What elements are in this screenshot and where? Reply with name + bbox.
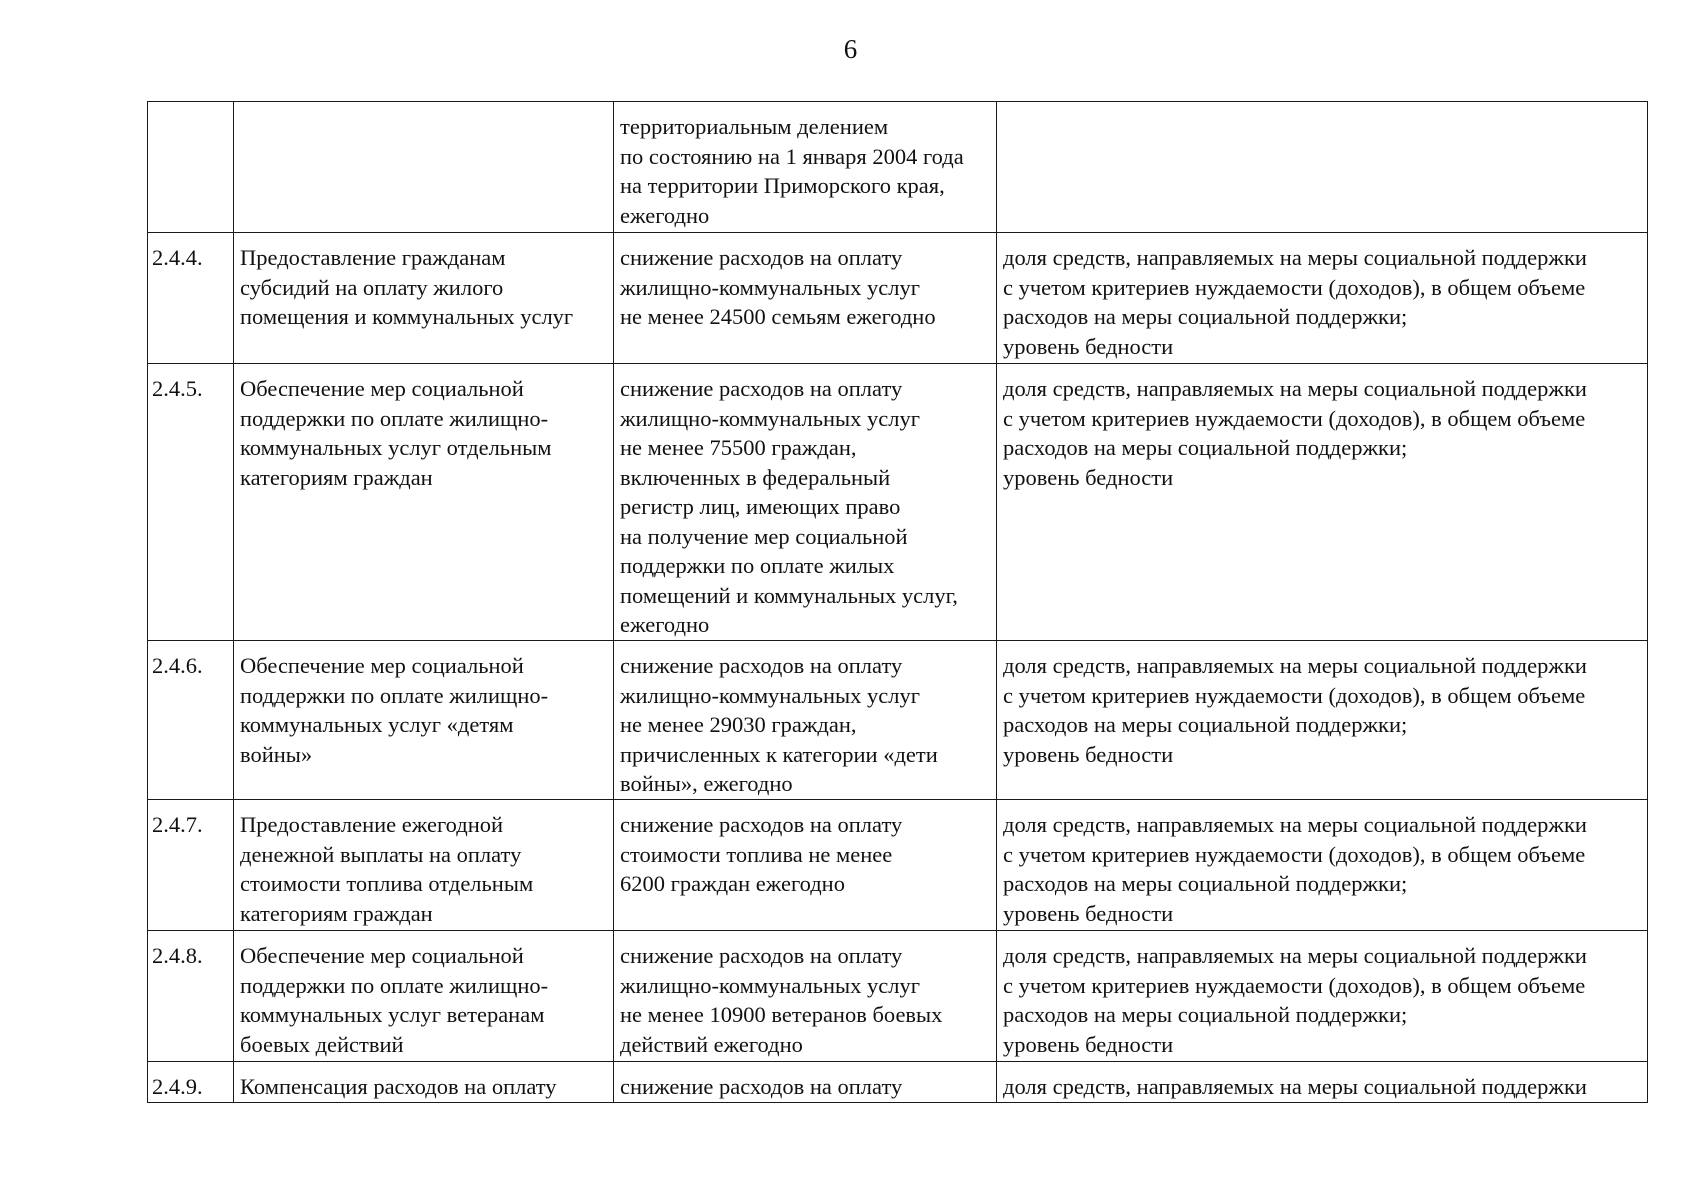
- result-cell: снижение расходов на оплату жилищно-коммунальных услуг не менее 75500 граждан, включенных в федеральный регистр лиц, имеющих право на получение мер социальной поддержки по оплате жилых помещений и коммунальных услуг, ежегодно: [614, 364, 997, 641]
- row-number-cell: 2.4.6.: [148, 641, 234, 800]
- measure-cell: Обеспечение мер социальной поддержки по оплате жилищно- коммунальных услуг отдельным категориям граждан: [234, 364, 614, 641]
- indicator-cell: доля средств, направляемых на меры социальной поддержки: [997, 1062, 1648, 1103]
- measure-cell: Компенсация расходов на оплату: [234, 1062, 614, 1103]
- row-number-cell: 2.4.4.: [148, 233, 234, 364]
- row-number-cell: 2.4.8.: [148, 931, 234, 1062]
- table-row: [148, 1062, 1648, 1103]
- measure-cell: Предоставление ежегодной денежной выплаты на оплату стоимости топлива отдельным категориям граждан: [234, 800, 614, 931]
- indicator-cell: доля средств, направляемых на меры социальной поддержки с учетом критериев нуждаемости (доходов), в общем объеме расходов на меры социальной поддержки; уровень бедности: [997, 364, 1648, 641]
- table-row: [148, 800, 1648, 931]
- measure-cell: Предоставление гражданам субсидий на оплату жилого помещения и коммунальных услуг: [234, 233, 614, 364]
- indicator-cell: доля средств, направляемых на меры социальной поддержки с учетом критериев нуждаемости (доходов), в общем объеме расходов на меры социальной поддержки; уровень бедности: [997, 233, 1648, 364]
- table-row: [148, 364, 1648, 641]
- result-cell: территориальным делением по состоянию на 1 января 2004 года на территории Приморского края, ежегодно: [614, 102, 997, 233]
- result-cell: снижение расходов на оплату: [614, 1062, 997, 1103]
- measure-cell: Обеспечение мер социальной поддержки по оплате жилищно- коммунальных услуг ветеранам боевых действий: [234, 931, 614, 1062]
- row-number-cell: 2.4.5.: [148, 364, 234, 641]
- table-row: [148, 641, 1648, 800]
- result-cell: снижение расходов на оплату жилищно-коммунальных услуг не менее 24500 семьям ежегодно: [614, 233, 997, 364]
- table-row: [148, 102, 1648, 233]
- measure-cell: [234, 102, 614, 233]
- result-cell: снижение расходов на оплату стоимости топлива не менее 6200 граждан ежегодно: [614, 800, 997, 931]
- row-number-cell: [148, 102, 234, 233]
- measures-table: [147, 101, 1648, 1103]
- indicator-cell: доля средств, направляемых на меры социальной поддержки с учетом критериев нуждаемости (доходов), в общем объеме расходов на меры социальной поддержки; уровень бедности: [997, 800, 1648, 931]
- indicator-cell: доля средств, направляемых на меры социальной поддержки с учетом критериев нуждаемости (доходов), в общем объеме расходов на меры социальной поддержки; уровень бедности: [997, 641, 1648, 800]
- row-number-cell: 2.4.9.: [148, 1062, 234, 1103]
- table-row: [148, 233, 1648, 364]
- result-cell: снижение расходов на оплату жилищно-коммунальных услуг не менее 29030 граждан, причисленных к категории «дети войны», ежегодно: [614, 641, 997, 800]
- table-row: [148, 931, 1648, 1062]
- row-number-cell: 2.4.7.: [148, 800, 234, 931]
- result-cell: снижение расходов на оплату жилищно-коммунальных услуг не менее 10900 ветеранов боевых действий ежегодно: [614, 931, 997, 1062]
- measure-cell: Обеспечение мер социальной поддержки по оплате жилищно- коммунальных услуг «детям войны»: [234, 641, 614, 800]
- indicator-cell: доля средств, направляемых на меры социальной поддержки с учетом критериев нуждаемости (доходов), в общем объеме расходов на меры социальной поддержки; уровень бедности: [997, 931, 1648, 1062]
- indicator-cell: [997, 102, 1648, 233]
- page-number: 6: [843, 34, 858, 64]
